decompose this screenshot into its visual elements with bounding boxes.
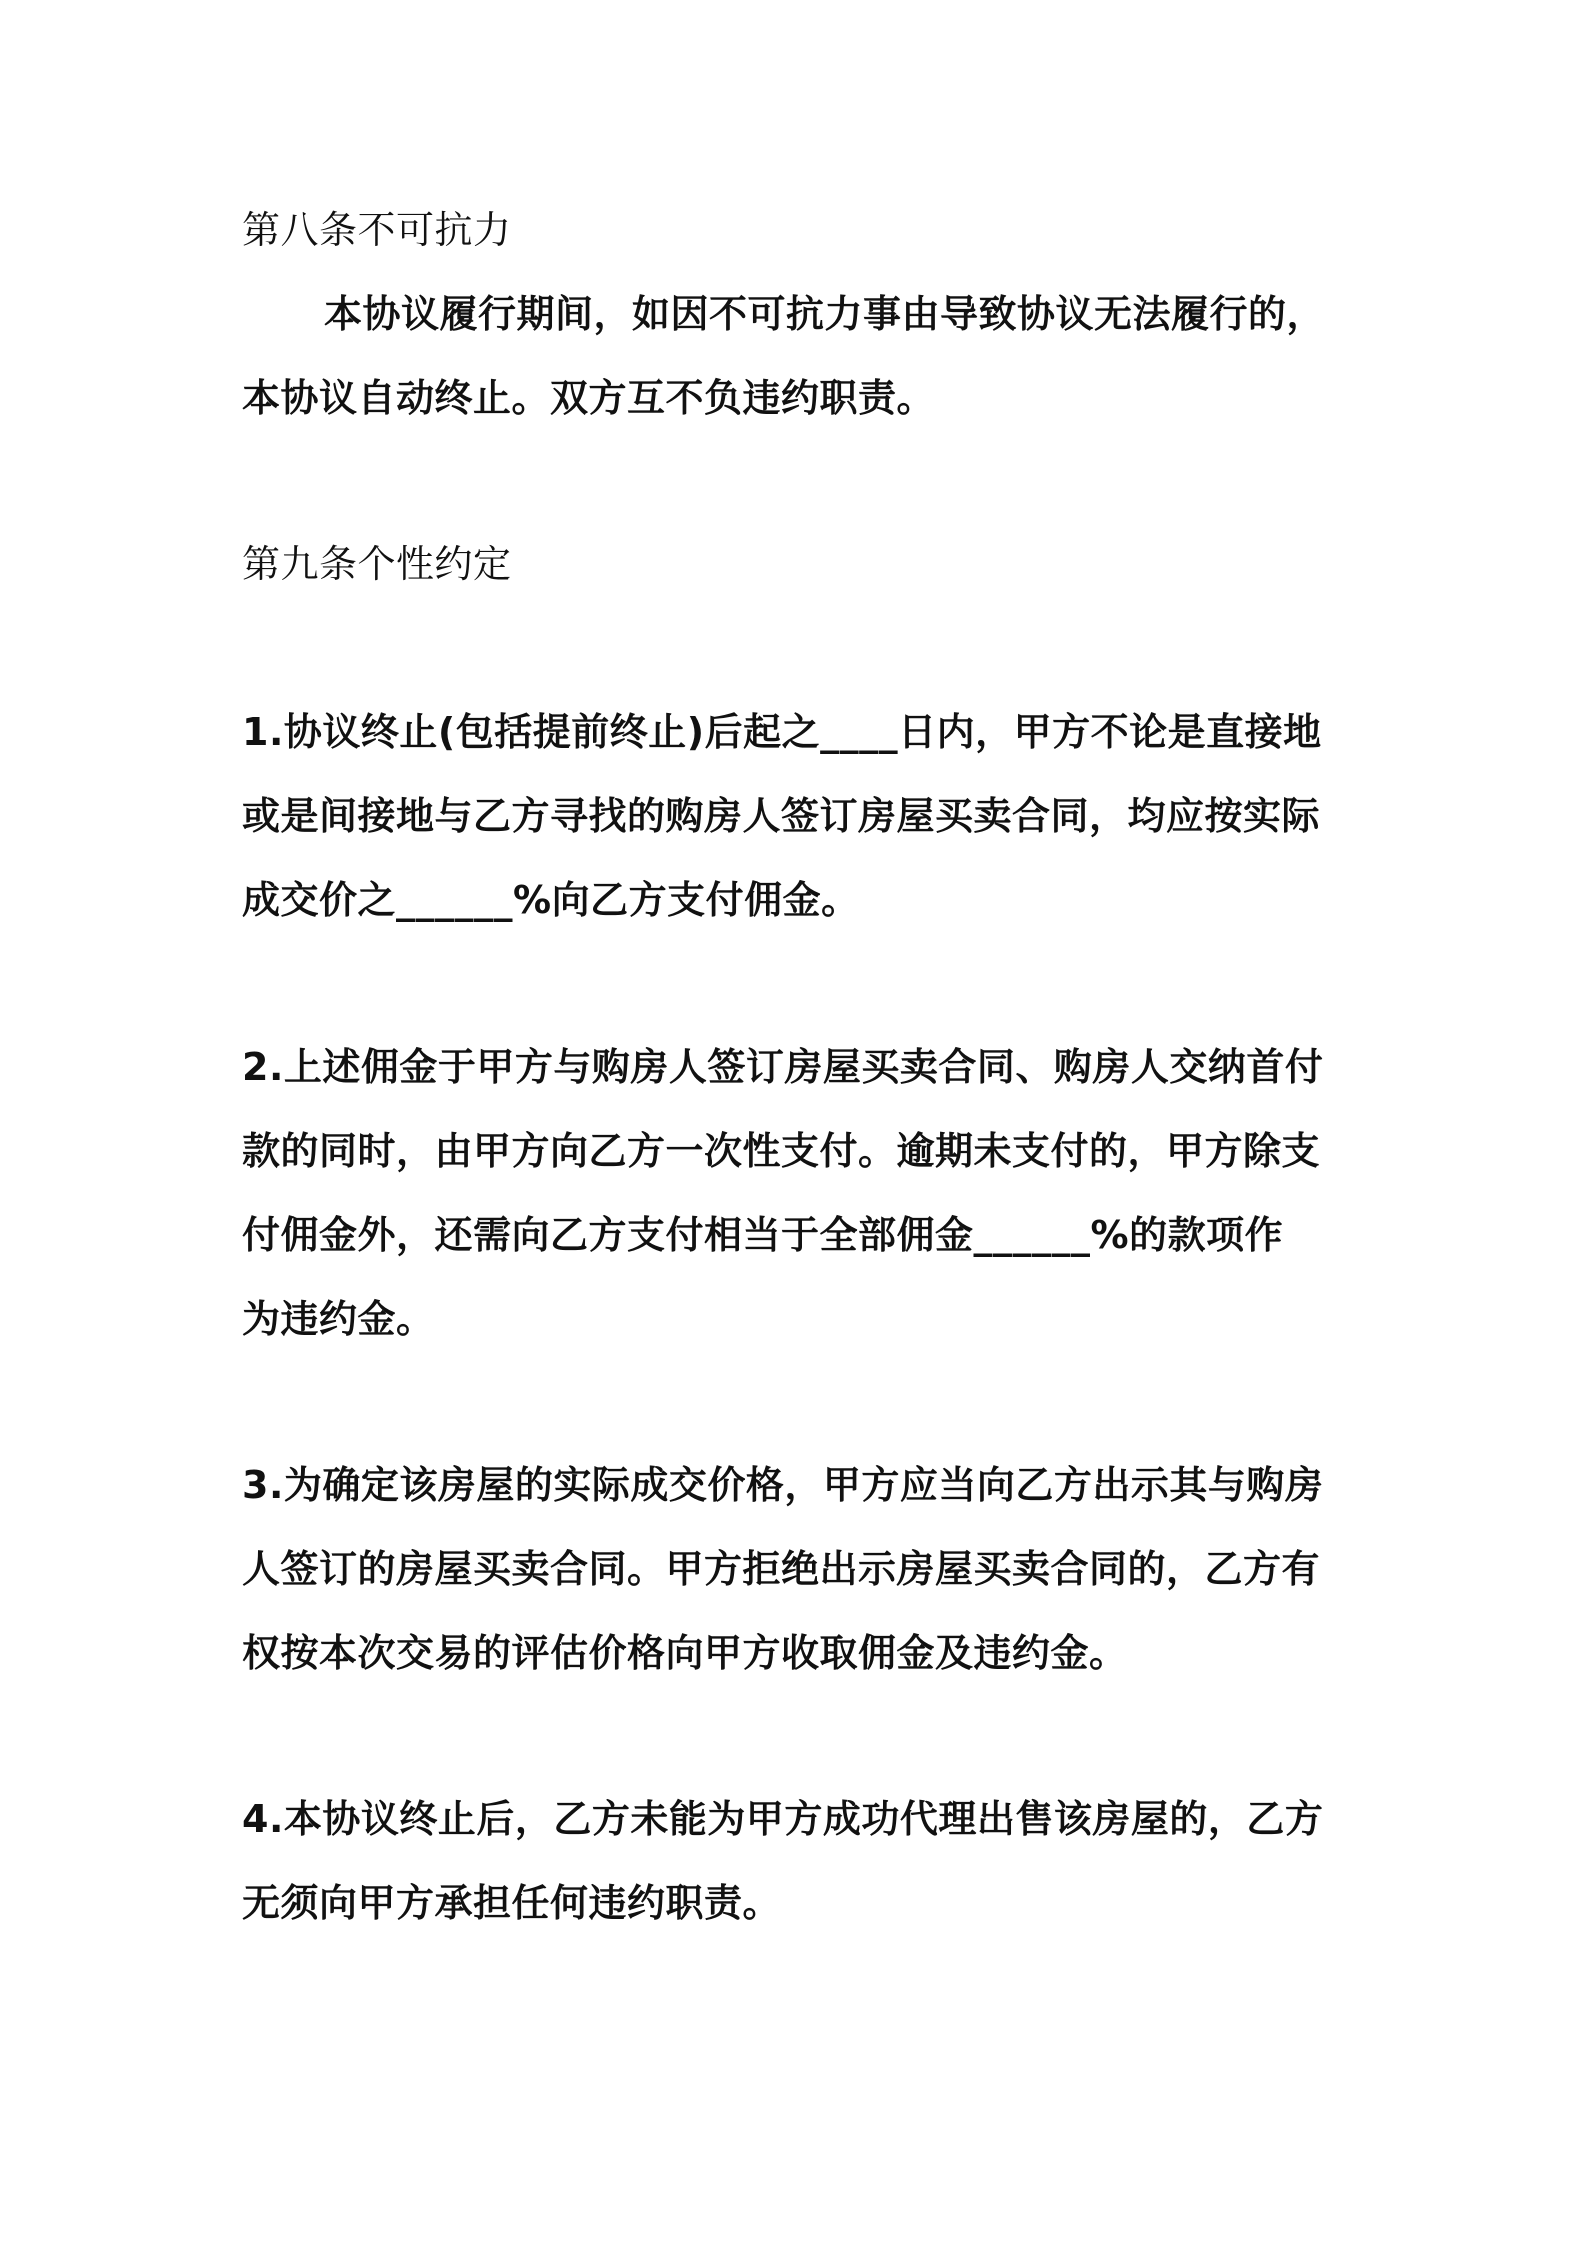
clause-1-line-2: 或是间接地与乙方寻找的购房人签订房屋买卖合同，均应按实际: [242, 794, 1321, 838]
clause-2-line-2: 款的同时，由甲方向乙方一次性支付。逾期未支付的，甲方除支: [242, 1129, 1321, 1173]
clause-4-line-2: 无须向甲方承担任何违约职责。: [242, 1881, 782, 1925]
article-8-heading: 第八条不可抗力: [242, 208, 512, 252]
clause-2-line-1: 2.上述佣金于甲方与购房人签订房屋买卖合同、购房人交纳首付: [242, 1045, 1324, 1089]
article-8-line-2: 本协议自动终止。双方互不负违约职责。: [242, 376, 936, 420]
clause-1: [242, 690, 1362, 942]
clause-4: [242, 1777, 1362, 1945]
article-9-heading: 第九条个性约定: [242, 542, 512, 586]
article-8-section: [242, 188, 1362, 440]
clause-3-line-1: 3.为确定该房屋的实际成交价格，甲方应当向乙方出示其与购房: [242, 1463, 1324, 1507]
article-8-line-1: 本协议履行期间，如因不可抗力事由导致协议无法履行的，: [324, 292, 1326, 336]
clause-3-line-3: 权按本次交易的评估价格向甲方收取佣金及违约金。: [242, 1631, 1128, 1675]
clause-1-line-1: 1.协议终止(包括提前终止)后起之____日内，甲方不论是直接地: [242, 710, 1322, 754]
clause-2-line-4: 为违约金。: [242, 1297, 435, 1341]
clause-2: [242, 1025, 1362, 1361]
article-9-section: [242, 522, 1362, 606]
clause-2-line-3: 付佣金外，还需向乙方支付相当于全部佣金______%的款项作: [242, 1213, 1284, 1257]
clause-4-line-1: 4.本协议终止后，乙方未能为甲方成功代理出售该房屋的，乙方: [242, 1797, 1324, 1841]
clause-1-line-3: 成交价之______%向乙方支付佣金。: [242, 878, 860, 922]
clause-3-line-2: 人签订的房屋买卖合同。甲方拒绝出示房屋买卖合同的，乙方有: [242, 1547, 1321, 1591]
clause-3: [242, 1443, 1362, 1695]
